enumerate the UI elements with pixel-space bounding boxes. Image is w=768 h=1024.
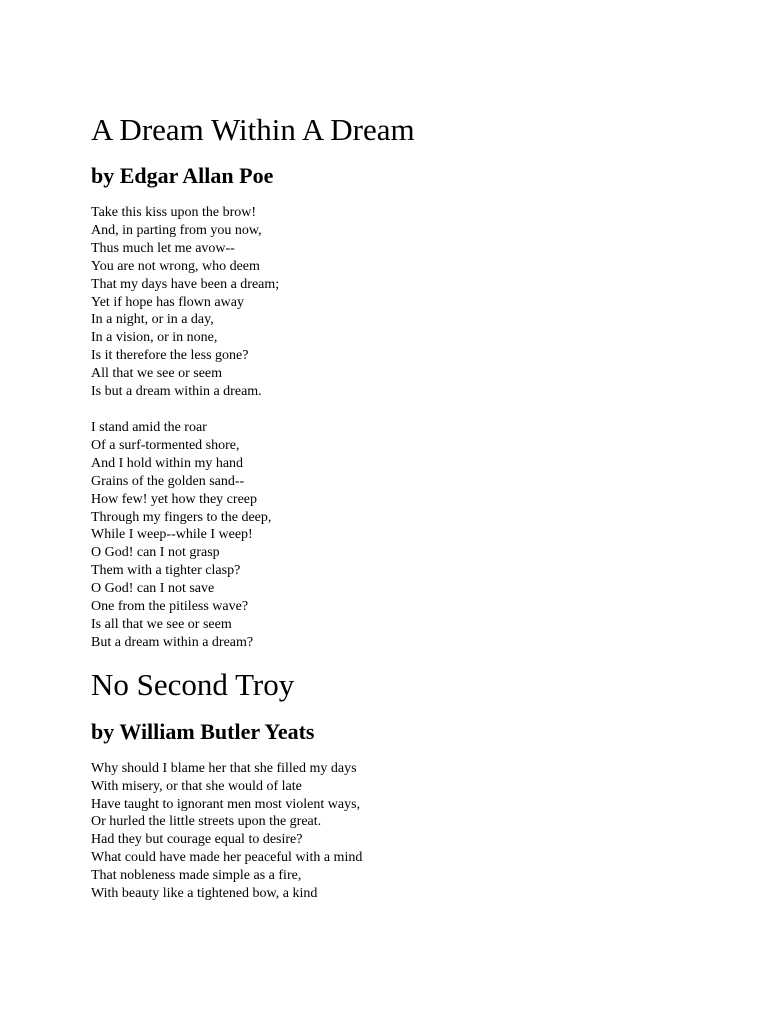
- poem-line: Take this kiss upon the brow!: [91, 205, 257, 220]
- poem-line: And I hold within my hand: [91, 455, 244, 471]
- poem-line: What could have made her peaceful with a mind: [91, 850, 363, 866]
- poem-line: One from the pitiless wave?: [91, 599, 249, 615]
- poem-no-second-troy: [91, 667, 751, 903]
- poem-line: O God! can I not save: [91, 581, 215, 597]
- poem-line: But a dream within a dream?: [91, 634, 254, 650]
- poem-line: Have taught to ignorant men most violent ways,: [91, 796, 361, 812]
- poem-line: Is but a dream within a dream.: [91, 384, 262, 400]
- poem-line: Grains of the golden sand--: [91, 473, 245, 489]
- poem-line: And, in parting from you now,: [91, 222, 262, 238]
- poem-line: O God! can I not grasp: [91, 545, 220, 561]
- poem-line: You are not wrong, who deem: [91, 258, 260, 274]
- poem-line: While I weep--while I weep!: [91, 527, 253, 543]
- poem-title: A Dream Within A Dream: [91, 112, 415, 147]
- poem-line: In a vision, or in none,: [91, 330, 218, 346]
- document-page: [91, 112, 751, 903]
- poem-line: Or hurled the little streets upon the great.: [91, 814, 322, 830]
- poem-line: With beauty like a tightened bow, a kind: [91, 886, 318, 902]
- poem-line: Why should I blame her that she filled my days: [91, 760, 357, 776]
- stanza: [91, 204, 751, 401]
- stanza: [91, 760, 751, 903]
- poem-line: Is it therefore the less gone?: [91, 348, 249, 364]
- stanza: [91, 419, 751, 652]
- poem-title: No Second Troy: [91, 666, 295, 702]
- poem-line: That my days have been a dream;: [91, 276, 280, 292]
- poem-line: Yet if hope has flown away: [91, 294, 244, 310]
- poem-author: by William Butler Yeats: [91, 718, 315, 744]
- poem-line: Of a surf-tormented shore,: [91, 437, 240, 453]
- poem-line: Had they but courage equal to desire?: [91, 832, 303, 848]
- poem-dream-within-a-dream: [91, 112, 751, 652]
- poem-line: Them with a tighter clasp?: [91, 563, 241, 579]
- poem-line: All that we see or seem: [91, 366, 223, 382]
- poem-line: That nobleness made simple as a fire,: [91, 868, 302, 884]
- poem-line: With misery, or that she would of late: [91, 778, 302, 794]
- poem-line: Through my fingers to the deep,: [91, 509, 272, 525]
- poem-line: Thus much let me avow--: [91, 240, 235, 256]
- poem-line: In a night, or in a day,: [91, 312, 214, 328]
- poem-line: Is all that we see or seem: [91, 616, 232, 632]
- poem-line: How few! yet how they creep: [91, 491, 257, 507]
- poem-author: by Edgar Allan Poe: [91, 163, 274, 188]
- poem-line: I stand amid the roar: [91, 419, 207, 435]
